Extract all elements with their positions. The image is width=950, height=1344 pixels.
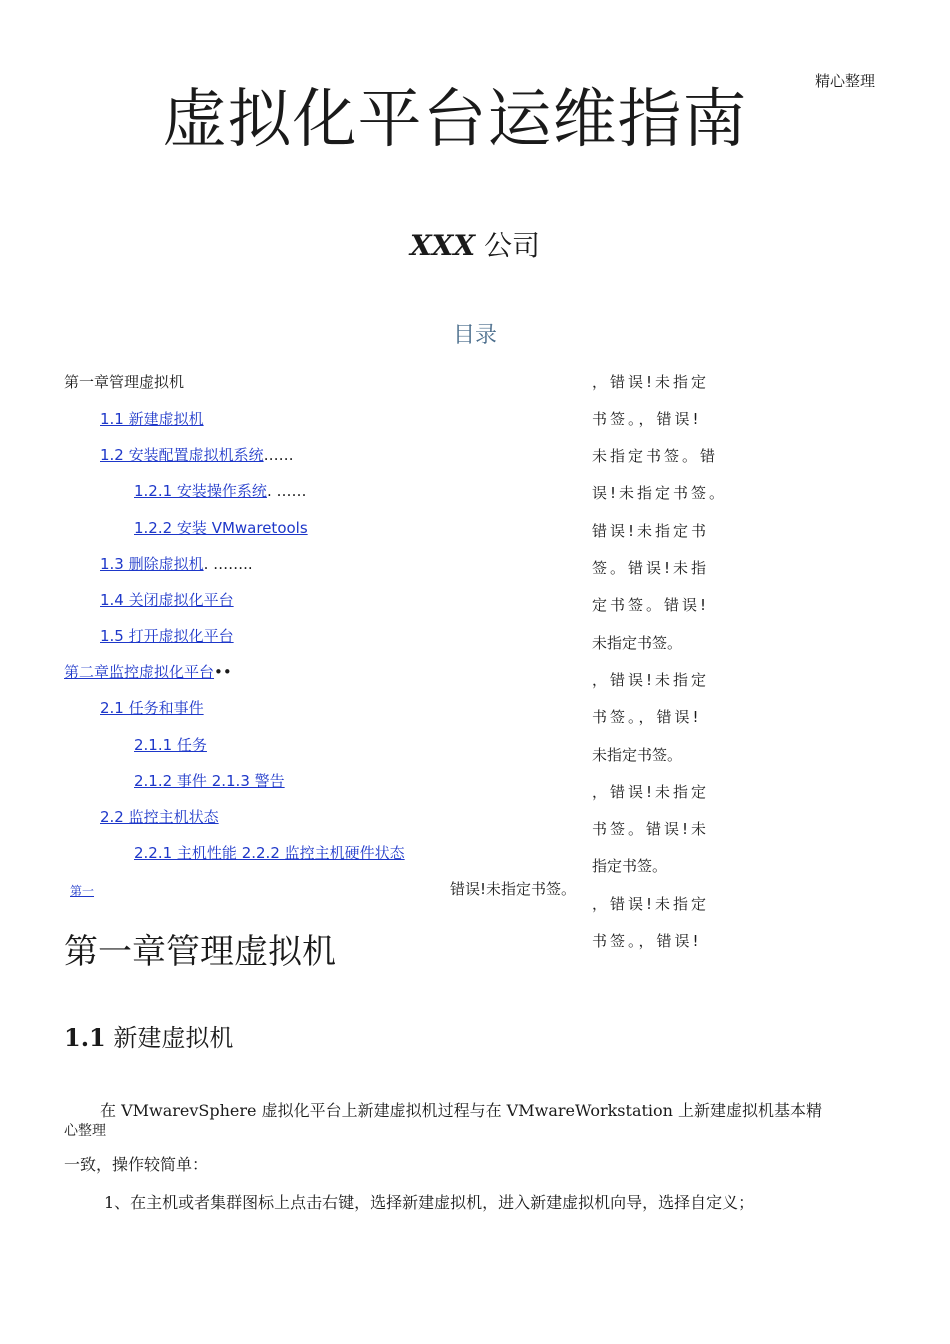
toc-error-line: ，错误!未指定 (592, 373, 710, 391)
company-name-cjk: 公司 (484, 229, 541, 262)
toc-link[interactable]: 2.1 任务和事件 (100, 699, 204, 717)
toc-item-label: 第一章管理虚拟机 (64, 373, 185, 391)
toc-item-2-1-1[interactable] (134, 734, 207, 755)
section-label: 新建虚拟机 (113, 1024, 234, 1052)
step-item: 1、在主机或者集群图标上点击右键，选择新建虚拟机，进入新建虚拟机向导，选择自定义； (104, 1193, 755, 1212)
section-title (64, 1018, 233, 1053)
toc-item-chapter2[interactable] (64, 661, 232, 682)
toc-error-line: 书签。，错误! (592, 708, 702, 726)
toc-item-chapter1[interactable] (64, 371, 184, 392)
toc-error-line: ，错误!未指定 (592, 671, 710, 689)
toc-error-line: 签。错误!未指 (592, 559, 710, 577)
toc-leader: …… (263, 446, 294, 464)
toc-error-line: ，错误!未指定 (592, 783, 710, 801)
toc-error-line: 未指定书签。错 (592, 447, 719, 465)
header-note: 精心整理 (815, 72, 876, 90)
toc-link[interactable]: 1.2 安装配置虚拟机系统 (100, 446, 264, 464)
toc-item-2-1-2[interactable] (134, 770, 285, 791)
toc-leader: . …….. (203, 555, 253, 573)
toc-item-1-2[interactable] (100, 444, 294, 465)
toc-item-1-4[interactable] (100, 589, 234, 610)
company-name-latin: XXX (409, 229, 476, 262)
toc-link[interactable]: 1.2.2 安装 VMwaretools (134, 519, 308, 537)
paragraph: 在 VMwarevSphere 虚拟化平台上新建虚拟机过程与在 VMwareWorkstation 上新建虚拟机基本精 (100, 1101, 823, 1120)
toc-item-2-1[interactable] (100, 697, 204, 718)
toc-item-2-2[interactable] (100, 806, 219, 827)
toc-error-line: 未指定书签。 (592, 634, 683, 652)
document-title: 虚拟化平台运维指南 (162, 83, 748, 157)
toc-error-line: 书签。，错误! (592, 410, 702, 428)
toc-leader: •• (214, 663, 232, 681)
paragraph: 一致，操作较简单： (64, 1155, 209, 1174)
toc-error-line: 错误!未指定书 (592, 522, 710, 540)
toc-link[interactable]: 2.2.1 主机性能 2.2.2 监控主机硬件状态 (134, 844, 405, 862)
toc-error-line: 书签。错误!未 (592, 820, 710, 838)
toc-link[interactable]: 1.1 新建虚拟机 (100, 410, 204, 428)
toc-link[interactable]: 1.4 关闭虚拟化平台 (100, 591, 234, 609)
toc-link[interactable]: 2.1.2 事件 2.1.3 警告 (134, 772, 285, 790)
paragraph-tail: 心整理 (64, 1123, 106, 1139)
toc-link[interactable]: 第一 (70, 884, 95, 898)
toc-error-line: 指定书签。 (592, 857, 668, 875)
toc-error-line: 未指定书签。 (592, 746, 683, 764)
toc-item-1-2-2[interactable] (134, 517, 308, 538)
toc-error-line: 误!未指定书签。 (592, 484, 728, 502)
toc-link[interactable]: 1.3 删除虚拟机 (100, 555, 204, 573)
toc-error-line: 书签。，错误! (592, 932, 702, 950)
toc-error-line: ，错误!未指定 (592, 895, 710, 913)
toc-leader: . …… (266, 482, 307, 500)
toc-error-text: 错误!未指定书签。 (450, 880, 577, 898)
toc-item-1-5[interactable] (100, 625, 234, 646)
company-name (0, 224, 950, 264)
toc-item-1-3[interactable] (100, 553, 253, 574)
toc-item-1-1[interactable] (100, 408, 204, 429)
toc-bottom-error (450, 878, 576, 899)
section-number: 1.1 (64, 1023, 106, 1052)
toc-link[interactable]: 2.1.1 任务 (134, 736, 207, 754)
toc-link[interactable]: 2.2 监控主机状态 (100, 808, 219, 826)
toc-link[interactable]: 第二章监控虚拟化平台 (64, 663, 215, 681)
chapter-title: 第一章管理虚拟机 (64, 932, 336, 972)
toc-heading: 目录 (452, 323, 497, 348)
toc-item-1-2-1[interactable] (134, 480, 306, 501)
toc-link[interactable]: 1.5 打开虚拟化平台 (100, 627, 234, 645)
toc-item-chapter-partial[interactable] (70, 882, 94, 899)
toc-link[interactable]: 1.2.1 安装操作系统 (134, 482, 267, 500)
toc-item-2-2-1[interactable] (134, 842, 405, 863)
toc-error-line: 定书签。错误! (592, 596, 710, 614)
